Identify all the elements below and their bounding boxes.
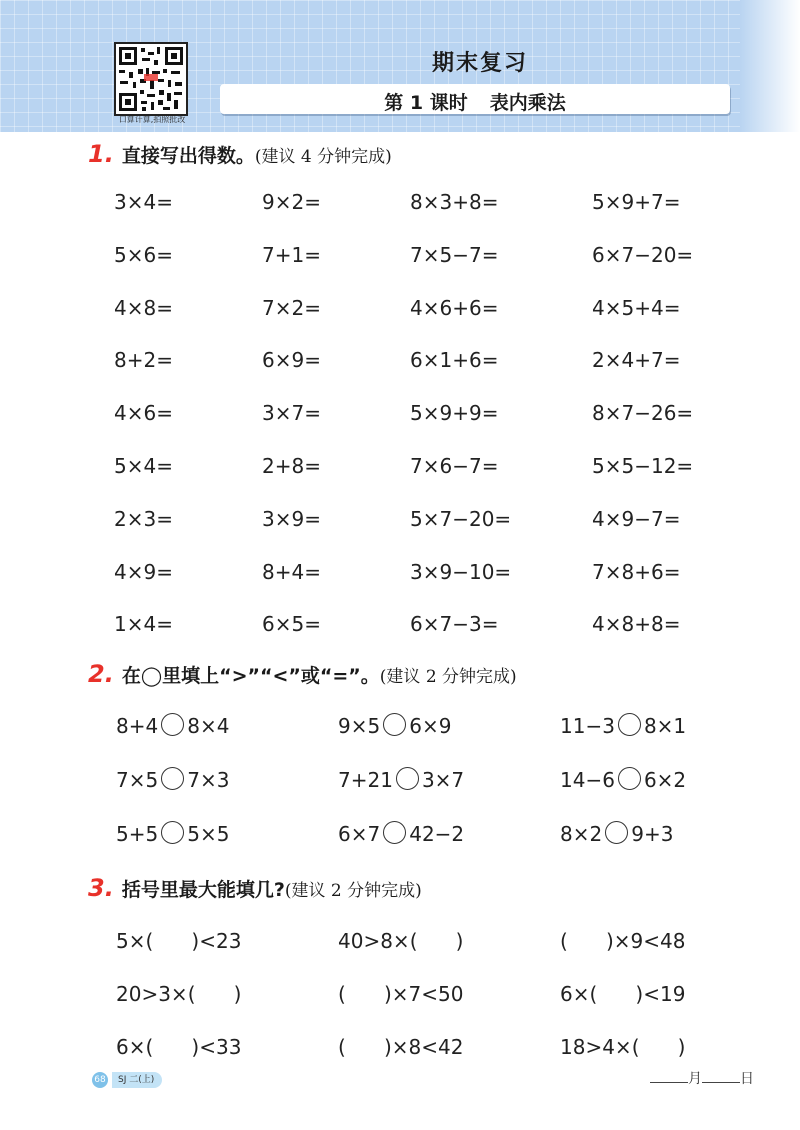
fill-blank-problem[interactable]: ( )×8<42: [338, 1035, 464, 1059]
fill-blank-problem[interactable]: 40>8×( ): [338, 929, 464, 953]
calc-problem[interactable]: 7×2=: [262, 295, 321, 320]
calc-problem[interactable]: 7×5−7=: [410, 242, 499, 267]
calc-problem[interactable]: 9×2=: [262, 190, 321, 214]
answer-circle[interactable]: [383, 821, 406, 844]
compare-left: 6×7: [338, 822, 381, 846]
compare-problem: [116, 821, 229, 846]
calc-problem[interactable]: 6×5=: [262, 612, 321, 637]
compare-problem: [560, 821, 673, 846]
fill-blank-problem[interactable]: 6×( )<19: [560, 982, 686, 1006]
calc-problem[interactable]: 5×6=: [114, 242, 173, 267]
calc-problem[interactable]: 4×6=: [114, 401, 173, 426]
compare-problem: [338, 713, 451, 738]
fill-blank-problem[interactable]: 18>4×( ): [560, 1035, 686, 1059]
compare-problem: [116, 767, 229, 792]
section-hint: (建议 4 分钟完成): [254, 147, 392, 167]
compare-problem: [338, 821, 464, 846]
calc-problem[interactable]: 3×9−10=: [410, 559, 512, 584]
section-number: 3.: [88, 874, 114, 902]
compare-problem: [116, 713, 229, 738]
calc-problem[interactable]: 6×7−20=: [592, 242, 694, 267]
compare-left: 11−3: [560, 714, 615, 738]
compare-problem: [560, 767, 686, 792]
calc-problem[interactable]: 4×5+4=: [592, 295, 681, 320]
section-3-heading: [88, 874, 422, 902]
calc-problem[interactable]: 2×4+7=: [592, 348, 681, 373]
lesson-label: 第 1 课时: [384, 92, 468, 114]
calc-problem[interactable]: 5×4=: [114, 454, 173, 478]
section-2-heading: [88, 660, 517, 688]
month-blank[interactable]: [650, 1082, 688, 1083]
day-label: 日: [740, 1071, 754, 1087]
month-label: 月: [688, 1071, 702, 1087]
calc-problem[interactable]: 8×7−26=: [592, 401, 694, 426]
compare-left: 7+21: [338, 768, 393, 792]
answer-circle[interactable]: [605, 821, 628, 844]
lesson-title: [220, 88, 730, 115]
compare-right: 9+3: [631, 822, 674, 846]
compare-right: 6×2: [643, 768, 687, 792]
calc-problem[interactable]: 5×9+7=: [592, 190, 681, 214]
section-title: 直接写出得数。: [121, 145, 255, 167]
fill-blank-problem[interactable]: 6×( )<33: [116, 1035, 242, 1059]
calc-problem[interactable]: 2×3=: [114, 506, 173, 531]
answer-circle[interactable]: [618, 713, 641, 736]
calc-problem[interactable]: 3×9=: [262, 506, 321, 531]
compare-left: 7×5: [116, 768, 159, 792]
fill-blank-problem[interactable]: 5×( )<23: [116, 929, 242, 953]
compare-problem: [560, 713, 686, 738]
fill-blank-problem[interactable]: ( )×7<50: [338, 982, 464, 1006]
compare-left: 9×5: [338, 714, 381, 738]
calc-problem[interactable]: 4×9=: [114, 559, 173, 584]
compare-left: 5+5: [116, 822, 159, 846]
compare-problem: [338, 767, 464, 792]
calc-problem[interactable]: 4×8+8=: [592, 612, 681, 637]
compare-right: 8×1: [643, 714, 687, 738]
answer-circle[interactable]: [161, 713, 184, 736]
calc-problem[interactable]: 3×4=: [114, 190, 173, 214]
section-title: 括号里最大能填几?: [121, 879, 285, 901]
lesson-topic: 表内乘法: [489, 92, 566, 114]
calc-problem[interactable]: 4×6+6=: [410, 295, 499, 320]
calc-problem[interactable]: 4×9−7=: [592, 506, 681, 531]
calc-problem[interactable]: 3×7=: [262, 401, 321, 426]
qr-code-pattern: [116, 44, 186, 114]
compare-right: 6×9: [409, 714, 452, 738]
calc-problem[interactable]: 1×4=: [114, 612, 173, 637]
calc-problem[interactable]: 8+4=: [262, 559, 321, 584]
page-title: 期末复习: [431, 51, 528, 76]
calc-problem[interactable]: 5×9+9=: [410, 401, 499, 426]
section-number: 1.: [88, 140, 114, 168]
section-1-heading: [88, 140, 392, 168]
answer-circle[interactable]: [161, 767, 184, 790]
qr-caption: 口算计算,拍照批改: [118, 115, 186, 124]
compare-right: 5×5: [187, 822, 230, 846]
calc-problem[interactable]: 6×7−3=: [410, 612, 499, 637]
answer-circle[interactable]: [383, 713, 406, 736]
compare-right: 7×3: [187, 768, 230, 792]
calc-problem[interactable]: 4×8=: [114, 295, 173, 320]
qr-code[interactable]: [114, 42, 188, 116]
answer-circle[interactable]: [396, 767, 419, 790]
calc-problem[interactable]: 5×5−12=: [592, 454, 694, 478]
calc-problem[interactable]: 7×8+6=: [592, 559, 681, 584]
compare-right: 42−2: [409, 822, 465, 846]
day-blank[interactable]: [702, 1082, 740, 1083]
page-number: 68: [92, 1072, 108, 1088]
calc-problem[interactable]: 5×7−20=: [410, 506, 512, 531]
calc-problem[interactable]: 8×3+8=: [410, 190, 499, 214]
compare-left: 8×2: [560, 822, 603, 846]
compare-right: 3×7: [421, 768, 465, 792]
section-hint: (建议 2 分钟完成): [379, 667, 517, 687]
answer-circle[interactable]: [161, 821, 184, 844]
lesson-title-bar: [220, 84, 730, 114]
calc-problem[interactable]: 8+2=: [114, 348, 173, 373]
calc-problem[interactable]: 2+8=: [262, 454, 321, 478]
answer-circle[interactable]: [618, 767, 641, 790]
edition-label: SJ 二(上): [112, 1072, 162, 1088]
section-hint: (建议 2 分钟完成): [284, 881, 422, 901]
calc-problem[interactable]: 6×9=: [262, 348, 321, 373]
compare-right: 8×4: [187, 714, 230, 738]
calc-problem[interactable]: 6×1+6=: [410, 348, 499, 373]
section-number: 2.: [88, 660, 114, 688]
fill-blank-problem[interactable]: 20>3×( ): [116, 982, 242, 1006]
calc-problem[interactable]: 7+1=: [262, 242, 321, 267]
compare-left: 14−6: [560, 768, 615, 792]
calc-problem[interactable]: 7×6−7=: [410, 454, 499, 478]
compare-left: 8+4: [116, 714, 159, 738]
date-field: [650, 1068, 754, 1088]
fill-blank-problem[interactable]: ( )×9<48: [560, 929, 686, 953]
section-title: 在◯里填上“>”“<”或“=”。: [121, 665, 380, 687]
